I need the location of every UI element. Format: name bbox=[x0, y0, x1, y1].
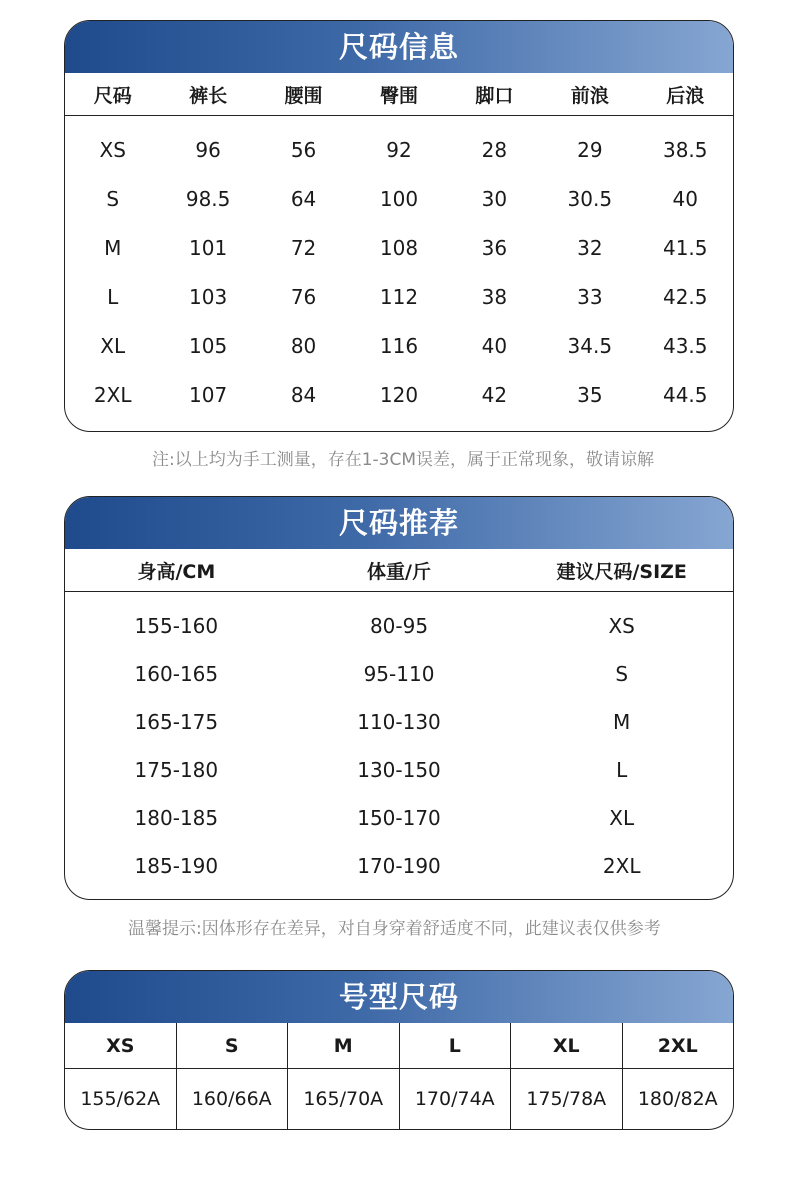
cell: 110-130 bbox=[357, 710, 441, 734]
table-row bbox=[65, 746, 733, 794]
cell: S bbox=[615, 662, 629, 686]
model-size-title: 号型尺码 bbox=[65, 971, 733, 1023]
cell: 38.5 bbox=[662, 137, 708, 162]
cell: 40 bbox=[481, 333, 508, 358]
cell: 44.5 bbox=[662, 382, 708, 407]
size-recommend-card bbox=[64, 496, 734, 900]
cell: L bbox=[107, 284, 119, 309]
model-value: 160/66A bbox=[177, 1069, 289, 1129]
cell: 2XL bbox=[602, 854, 641, 878]
cell: 107 bbox=[189, 382, 228, 407]
model-value: 175/78A bbox=[511, 1069, 623, 1129]
size-label: M bbox=[288, 1023, 400, 1069]
model-size-card bbox=[64, 970, 734, 1130]
cell: 76 bbox=[290, 284, 317, 309]
cell: 84 bbox=[290, 382, 317, 407]
size-recommend-header-row bbox=[65, 549, 733, 592]
cell: 38 bbox=[481, 284, 508, 309]
cell: 185-190 bbox=[134, 854, 219, 878]
model-value: 165/70A bbox=[288, 1069, 400, 1129]
cell: 120 bbox=[379, 382, 419, 407]
cell: M bbox=[613, 710, 631, 734]
cell: 34.5 bbox=[567, 333, 613, 358]
cell: 30.5 bbox=[567, 186, 613, 211]
model-value: 155/62A bbox=[65, 1069, 177, 1129]
cell: 160-165 bbox=[134, 662, 219, 686]
cell: 42 bbox=[481, 382, 508, 407]
cell: 98.5 bbox=[185, 186, 231, 211]
cell: 175-180 bbox=[134, 758, 219, 782]
cell: 130-150 bbox=[357, 758, 441, 782]
size-recommend-note: 温馨提示:因体形存在差异，对自身穿着舒适度不同，此建议表仅供参考 bbox=[128, 919, 661, 939]
cell: 28 bbox=[481, 137, 508, 162]
cell: 155-160 bbox=[134, 614, 219, 638]
cell: 56 bbox=[290, 137, 317, 162]
cell: 42.5 bbox=[662, 284, 708, 309]
cell: 180-185 bbox=[134, 806, 219, 830]
cell: 96 bbox=[195, 137, 221, 162]
cell: XS bbox=[99, 137, 126, 162]
table-row bbox=[65, 794, 733, 842]
cell: 30 bbox=[481, 186, 508, 211]
cell: 105 bbox=[189, 333, 228, 358]
cell: XL bbox=[609, 806, 635, 830]
table-row bbox=[65, 321, 733, 370]
table-row bbox=[65, 370, 733, 419]
header-size: 尺码 bbox=[93, 84, 132, 107]
size-recommend-rows bbox=[65, 592, 733, 890]
table-row bbox=[65, 174, 733, 223]
cell: 95-110 bbox=[363, 662, 435, 686]
cell: 100 bbox=[379, 186, 419, 211]
cell: L bbox=[616, 758, 628, 782]
cell: 92 bbox=[386, 137, 412, 162]
cell: 33 bbox=[577, 284, 603, 309]
cell: S bbox=[106, 186, 120, 211]
header-hip: 臀围 bbox=[379, 84, 418, 107]
model-size-value-row bbox=[65, 1069, 733, 1129]
cell: 64 bbox=[290, 186, 317, 211]
size-label: L bbox=[400, 1023, 512, 1069]
model-value: 180/82A bbox=[637, 1088, 718, 1110]
header-front-rise: 前浪 bbox=[570, 84, 609, 107]
size-label: XL bbox=[511, 1023, 623, 1069]
header-height: 身高/CM bbox=[137, 560, 216, 583]
header-length: 裤长 bbox=[189, 84, 228, 107]
cell: 165-175 bbox=[134, 710, 219, 734]
cell: 103 bbox=[189, 284, 228, 309]
cell: 36 bbox=[481, 235, 508, 260]
header-hem: 脚口 bbox=[475, 84, 514, 107]
cell: 150-170 bbox=[357, 806, 441, 830]
cell: 43.5 bbox=[662, 333, 708, 358]
header-waist: 腰围 bbox=[284, 84, 323, 107]
table-row bbox=[65, 698, 733, 746]
header-weight: 体重/斤 bbox=[367, 560, 431, 583]
model-size-header-row bbox=[65, 1023, 733, 1069]
cell: 35 bbox=[577, 382, 603, 407]
size-recommend-title: 尺码推荐 bbox=[65, 497, 733, 549]
table-row bbox=[65, 602, 733, 650]
table-row bbox=[65, 125, 733, 174]
size-info-header-row bbox=[65, 73, 733, 116]
size-info-title: 尺码信息 bbox=[65, 21, 733, 73]
model-value: 170/74A bbox=[400, 1069, 512, 1129]
table-row bbox=[65, 223, 733, 272]
size-info-card bbox=[64, 20, 734, 432]
cell: 108 bbox=[379, 235, 419, 260]
cell: 80 bbox=[290, 333, 317, 358]
size-info-note: 注:以上均为手工测量，存在1-3CM误差，属于正常现象，敬请谅解 bbox=[152, 450, 655, 470]
cell: 116 bbox=[379, 333, 419, 358]
cell: XL bbox=[100, 333, 126, 358]
cell: XS bbox=[608, 614, 635, 638]
size-label: 2XL bbox=[623, 1023, 734, 1069]
header-back-rise: 后浪 bbox=[666, 84, 705, 107]
cell: 170-190 bbox=[357, 854, 441, 878]
cell: 41.5 bbox=[662, 235, 708, 260]
table-row bbox=[65, 650, 733, 698]
cell: 40 bbox=[672, 186, 698, 211]
cell: 80-95 bbox=[369, 614, 429, 638]
cell: 29 bbox=[577, 137, 603, 162]
cell: 112 bbox=[379, 284, 419, 309]
table-row bbox=[65, 272, 733, 321]
size-label: XS bbox=[65, 1023, 177, 1069]
size-info-rows bbox=[65, 116, 733, 419]
table-row bbox=[65, 842, 733, 890]
cell: 32 bbox=[577, 235, 603, 260]
cell: 72 bbox=[290, 235, 317, 260]
size-label: S bbox=[177, 1023, 289, 1069]
header-suggested-size: 建议尺码/SIZE bbox=[556, 560, 687, 583]
cell: 101 bbox=[189, 235, 228, 260]
cell: 2XL bbox=[93, 382, 132, 407]
cell: M bbox=[104, 235, 122, 260]
